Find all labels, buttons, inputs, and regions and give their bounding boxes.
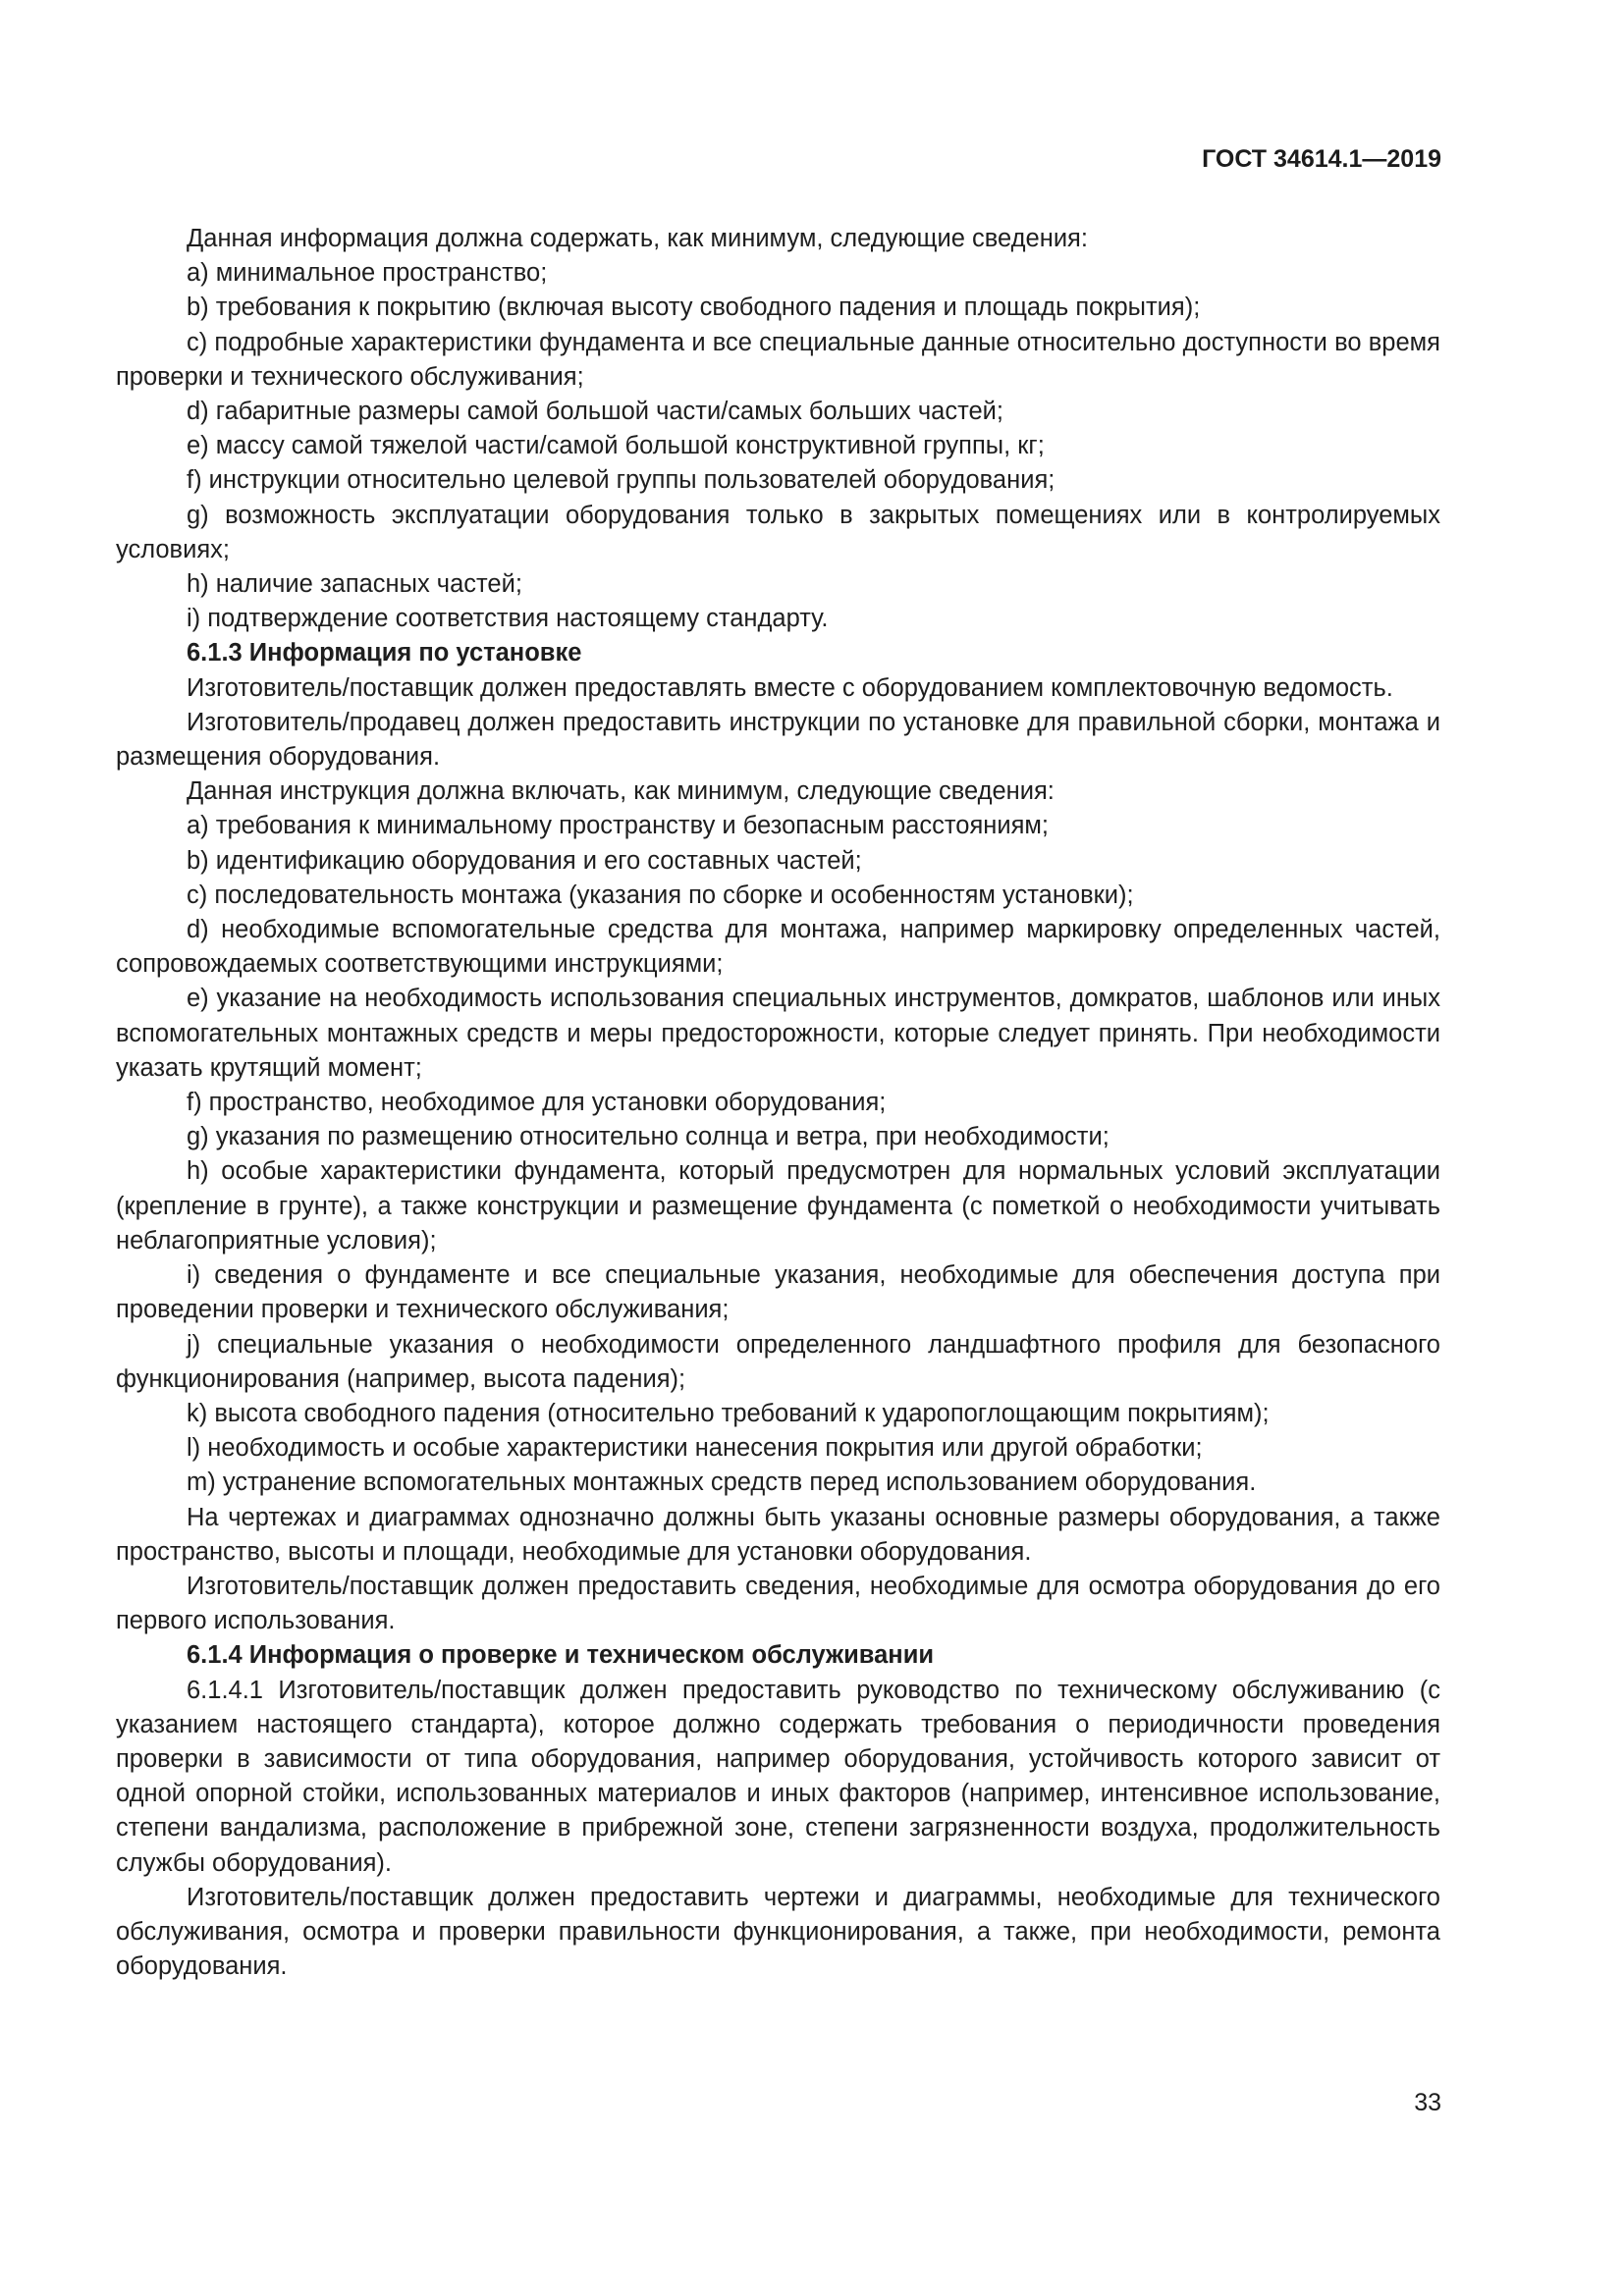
section-heading: 6.1.3 Информация по установке bbox=[187, 639, 582, 667]
paragraph: c) последовательность монтажа (указания по сборке и особенностям установки); bbox=[187, 881, 1134, 909]
paragraph: c) подробные характеристики фундамента и все специальные данные относительно доступности во время проверки и технического обслуживания; bbox=[116, 328, 1440, 391]
paragraph: b) требования к покрытию (включая высоту свободного падения и площадь покрытия); bbox=[187, 294, 1201, 322]
paragraph: e) указание на необходимость использования специальных инструментов, домкратов, шаблонов или иных вспомогательных монтажных средств и меры предосторожности, которые следует принять. При необходимости указать крутящий момент; bbox=[116, 985, 1440, 1082]
paragraph: d) необходимые вспомогательные средства для монтажа, например маркировку определенных частей, сопровождаемых соответствующими инструкциями; bbox=[116, 916, 1440, 979]
document-number-header: ГОСТ 34614.1—2019 bbox=[1202, 145, 1441, 173]
paragraph: g) возможность эксплуатации оборудования только в закрытых помещениях или в контролируемых условиях; bbox=[116, 501, 1440, 563]
paragraph: Данная информация должна содержать, как минимум, следующие сведения: bbox=[187, 225, 1088, 252]
paragraph: d) габаритные размеры самой большой части/самых больших частей; bbox=[187, 398, 1003, 426]
paragraph: f) пространство, необходимое для установки оборудования; bbox=[187, 1089, 887, 1117]
page-number: 33 bbox=[1414, 2089, 1441, 2116]
paragraph: Изготовитель/поставщик должен предоставить чертежи и диаграммы, необходимые для технического обслуживания, осмотра и проверки правильности функционирования, а также, при необходимости, ремонта оборудования. bbox=[116, 1883, 1440, 1981]
paragraph: На чертежах и диаграммах однозначно должны быть указаны основные размеры оборудования, а также пространство, высоты и площади, необходимые для установки оборудования. bbox=[116, 1503, 1440, 1566]
paragraph: Изготовитель/поставщик должен предоставлять вместе с оборудованием комплектовочную ведомость. bbox=[187, 673, 1393, 702]
paragraph: f) инструкции относительно целевой группы пользователей оборудования; bbox=[187, 466, 1056, 495]
paragraph: e) массу самой тяжелой части/самой большой конструктивной группы, кг; bbox=[187, 432, 1045, 460]
paragraph: i) сведения о фундаменте и все специальные указания, необходимые для обеспечения доступа при проведении проверки и технического обслуживания; bbox=[116, 1261, 1440, 1324]
paragraph: g) указания по размещению относительно солнца и ветра, при необходимости; bbox=[187, 1123, 1110, 1151]
section-heading: 6.1.4 Информация о проверке и техническом обслуживании bbox=[187, 1641, 935, 1670]
paragraph: m) устранение вспомогательных монтажных средств перед использованием оборудования. bbox=[187, 1468, 1257, 1497]
paragraph: h) особые характеристики фундамента, который предусмотрен для нормальных условий эксплуатации (крепление в грунте), а также конструкции и размещение фундамента (с пометкой о необходимости учитывать неблагоприятные условия); bbox=[116, 1157, 1440, 1255]
paragraph: a) требования к минимальному пространству и безопасным расстояниям; bbox=[187, 812, 1050, 840]
paragraph: 6.1.4.1 Изготовитель/поставщик должен предоставить руководство по техническому обслуживанию (с указанием настоящего стандарта), которое должно содержать требования о периодичности проведения проверки в зависимости от типа оборудования, например оборудования, устойчивость которого зависит от одной опорной стойки, использованных материалов и иных факторов (например, интенсивное использование, степени вандализма, расположение в прибрежной зоне, степени загрязненности воздуха, продолжительность службы оборудования). bbox=[116, 1676, 1440, 1877]
paragraph: j) специальные указания о необходимости определенного ландшафтного профиля для безопасного функционирования (например, высота падения); bbox=[116, 1330, 1440, 1393]
paragraph: Изготовитель/поставщик должен предоставить сведения, необходимые для осмотра оборудования до его первого использования. bbox=[116, 1572, 1440, 1635]
document-body bbox=[116, 222, 1440, 1984]
paragraph: i) подтверждение соответствия настоящему стандарту. bbox=[187, 605, 829, 633]
paragraph: Изготовитель/продавец должен предоставить инструкции по установке для правильной сборки, монтажа и размещения оборудования. bbox=[116, 708, 1440, 772]
paragraph: b) идентификацию оборудования и его составных частей; bbox=[187, 846, 862, 875]
paragraph: a) минимальное пространство; bbox=[187, 259, 548, 288]
paragraph: k) высота свободного падения (относительно требований к ударопоглощающим покрытиям); bbox=[187, 1399, 1270, 1427]
paragraph: h) наличие запасных частей; bbox=[187, 570, 522, 599]
paragraph: l) необходимость и особые характеристики нанесения покрытия или другой обработки; bbox=[187, 1434, 1203, 1463]
paragraph: Данная инструкция должна включать, как минимум, следующие сведения: bbox=[187, 777, 1055, 806]
